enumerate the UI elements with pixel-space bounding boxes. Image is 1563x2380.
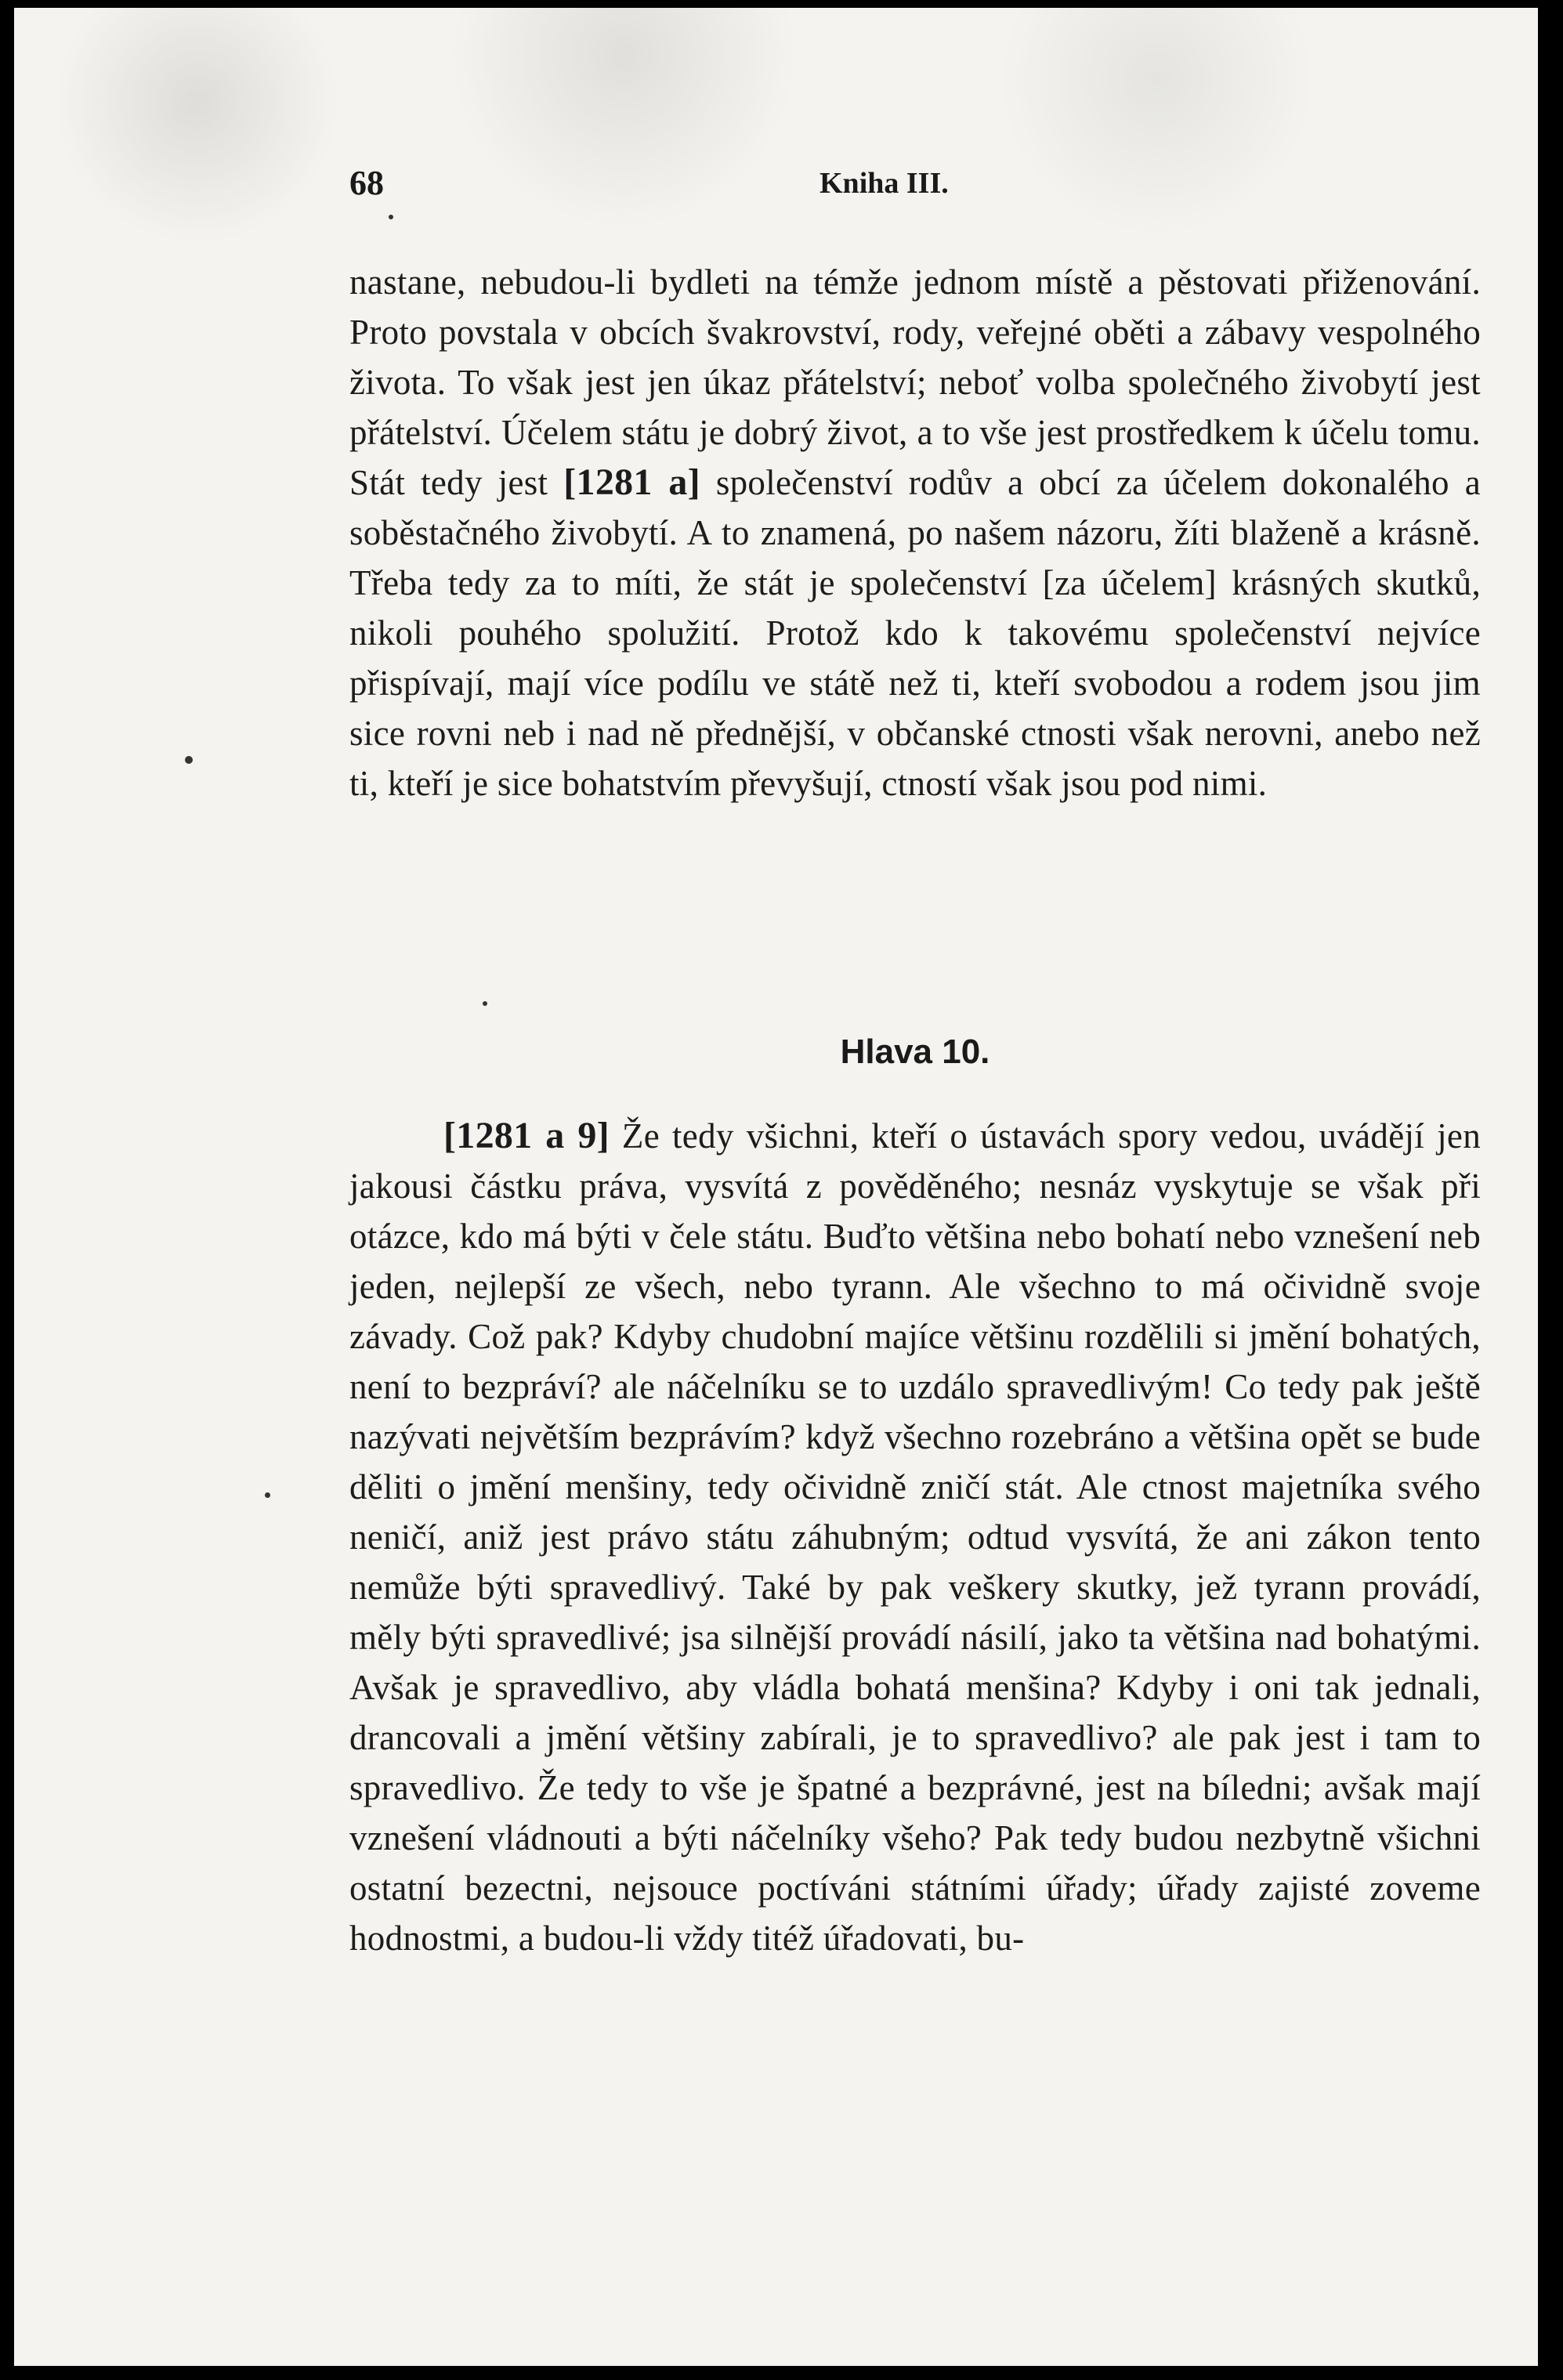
running-head: Kniha III.	[819, 167, 949, 200]
paragraph-1-text	[349, 257, 1481, 808]
paragraph-2-body: Že tedy všichni, kteří o ústavách spory vedou, uvádějí jen jakousi částku práva, vysvítá z pověděného; nesnáz vyskytuje se však při otázce, kdo má býti v čele státu. Buďto většina nebo bohatí nebo vznešení neb jeden, nejlepší ze všech, nebo tyrann. Ale všechno to má očividně svoje závady. Což pak? Kdyby chudobní majíce většinu rozdělili si jmění bohatých, není to bezpráví? ale náčelníku se to uzdálo spravedlivým! Co tedy pak ještě nazývati největším bezprávím? když všechno rozebráno a většina opět se bude děliti o jmění menšiny, tedy očividně zničí stát. Ale ctnost majetníka svého neničí, aniž jest právo státu záhubným; odtud vysvítá, že ani zákon tento nemůže býti spravedlivý. Také by pak veškery skutky, jež tyrann provádí, měly býti spravedlivé; jsa silnější provádí násilí, jako ta většina nad bohatými. Avšak je spravedlivo, aby vládla bohatá menšina? Kdyby i oni tak jednali, drancovali a jmění většiny zabírali, je to spravedlivo? ale pak jest i tam to spravedlivo. Že tedy to vše je špatné a bezprávné, jest na bíledni; avšak mají vznešení vládnouti a býti náčelníky všeho? Pak tedy budou nezbytně všichni ostatní bezectni, nejsouce poctíváni státními úřady; úřady zajisté zoveme hodnostmi, a budou-li vždy titéž úřadovati, bu-	[349, 1116, 1482, 1958]
paragraph-2	[349, 1111, 1481, 1963]
paragraph-1-part-2: společenství rodův a obcí za účelem dokonalého a soběstačného živobytí. A to znamená, po našem názoru, žíti blaženě a krásně. Třeba tedy za to míti, že stát je společenství [za účelem] krásných skutků, nikoli pouhého spolužití. Protož kdo k takovému společenství nejvíce přispívají, mají více podílu ve státě než ti, kteří svobodou a rodem jsou jim sice rovni neb i nad ně přednější, v občanské ctnosti však nerovni, anebo než ti, kteří je sice bohatstvím převyšují, ctností však jsou pod nimi.	[349, 463, 1481, 803]
book-page	[14, 8, 1538, 2366]
scan-speck	[185, 756, 193, 764]
paragraph-2-text	[349, 1111, 1481, 1963]
page-header	[334, 163, 1481, 210]
chapter-title: Hlava 10.	[840, 1033, 990, 1071]
paragraph-1	[349, 257, 1481, 808]
paragraph-1-part-1: nastane, nebudou-li bydleti na témže jednom místě a pěstovati přiženování. Proto povstala v obcích švakrovství, rody, veřejné oběti a zábavy vespolného života. To však jest jen úkaz přátelství; neboť volba společného živobytí jest přátelství. Účelem státu je dobrý život, a to vše jest prostředkem k účelu tomu. Stát tedy jest	[349, 262, 1481, 502]
scan-speck	[389, 215, 393, 219]
scan-speck	[265, 1492, 270, 1498]
bekker-reference: [1281 a]	[563, 461, 700, 503]
scan-speck	[483, 1001, 487, 1006]
bekker-reference-2: [1281 a 9]	[443, 1115, 610, 1156]
page-number: 68	[349, 164, 384, 202]
